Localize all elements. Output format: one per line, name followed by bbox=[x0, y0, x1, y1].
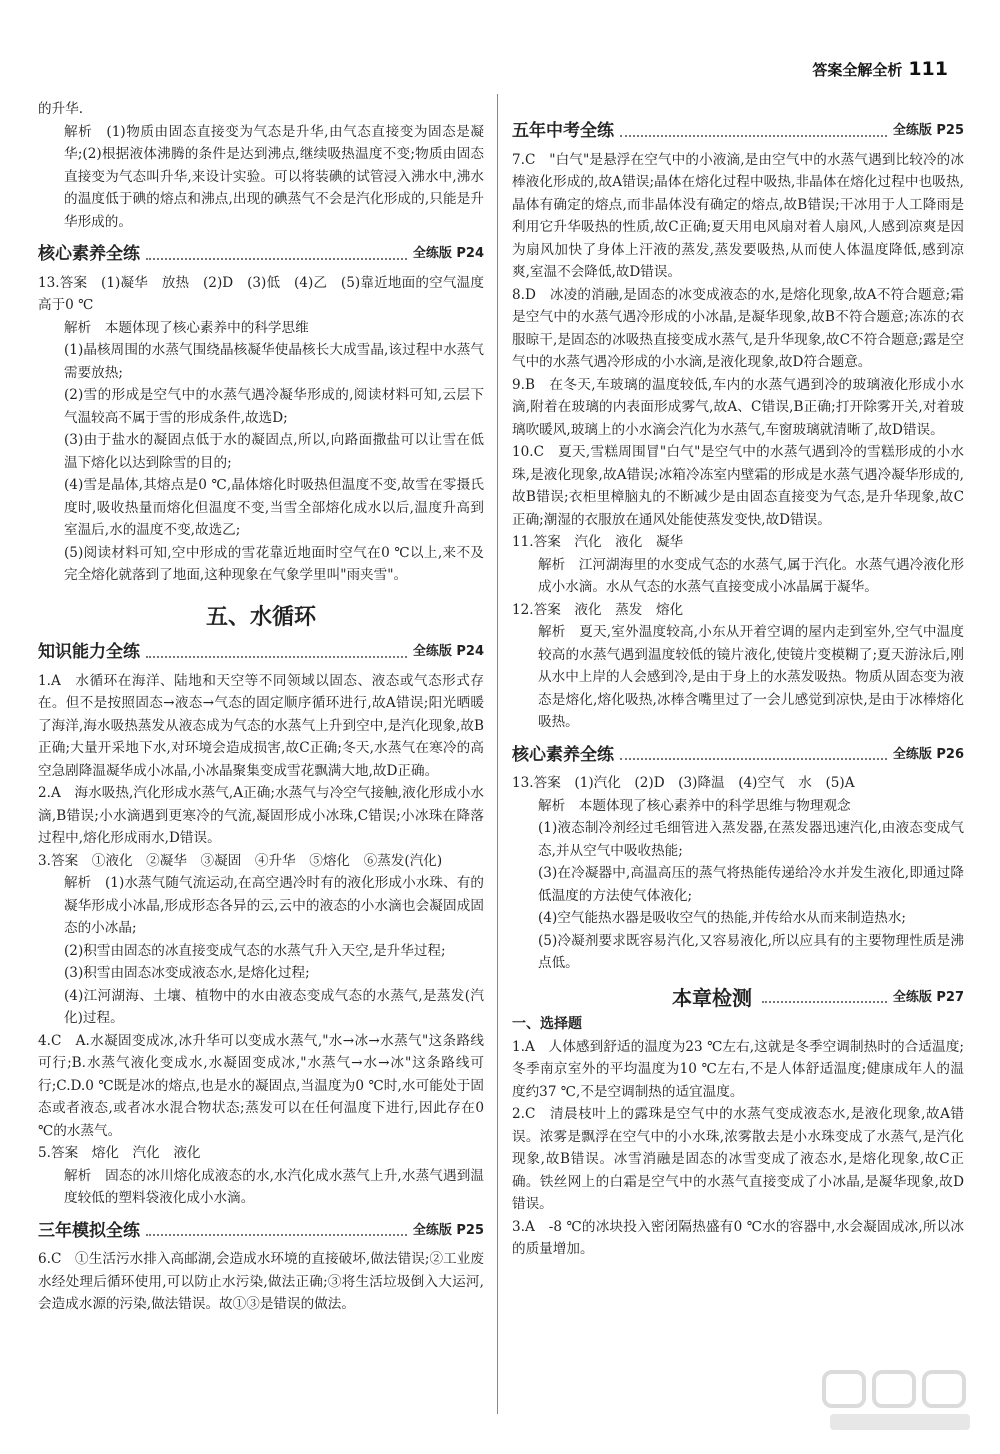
page-number: 111 bbox=[908, 58, 948, 80]
answer: 4.C A.水凝固变成冰,冰升华可以变成水蒸气,"水→冰→水蒸气"这条路线可行;B.水蒸气液化变成水,水凝固变成冰,"水蒸气→水→冰"这条路线可行;C.D.0 ℃既是冰的熔点,也是水的凝固点,当温度为0 ℃时,水可能处于固态或者液态,或者冰水混合物状态;蒸发可以在任何温度下进行,因此存在0 ℃的水蒸气。 bbox=[38, 1032, 484, 1139]
section-title: 本章检测 bbox=[672, 985, 752, 1010]
chapter-title: 五、水循环 bbox=[205, 604, 316, 630]
page-header bbox=[812, 58, 948, 82]
dotted-leader bbox=[146, 258, 407, 260]
watermark-logo-icon bbox=[820, 1366, 980, 1436]
answer: 9.B 在冬天,车玻璃的温度较低,车内的水蒸气遇到冷的玻璃液化形成小水滴,附着在玻璃的内表面形成雾气,故A、C错误,B正确;打开除雾开关,对着玻璃吹暖风,玻璃上的小水滴会汽化为水蒸气,车窗玻璃就清晰了,故D错误。 bbox=[512, 376, 964, 438]
analysis: (5)冷凝剂要求既容易汽化,又容易液化,所以应具有的主要物理性质是沸点低。 bbox=[538, 932, 964, 971]
analysis: (4)空气能热水器是吸收空气的热能,并传给水从而来制造热水; bbox=[538, 910, 906, 926]
analysis: (2)雪的形成是空气中的水蒸气遇冷凝华形成的,阅读材料可知,云层下气温较高不属于雪的形成条件,故选D; bbox=[64, 387, 484, 426]
right-column bbox=[512, 120, 964, 1261]
text-line: 的升华. bbox=[38, 101, 84, 117]
analysis: 解析 (1)水蒸气随气流运动,在高空遇冷时有的液化形成小水珠、有的凝华形成小冰晶,形成形态各异的云,云中的液态的小水滴也会凝固成固态的小冰晶; bbox=[64, 875, 484, 936]
section-heading bbox=[38, 641, 484, 664]
section-title: 核心素养全练 bbox=[38, 244, 140, 264]
analysis: (3)积雪由固态冰变成液态水,是熔化过程; bbox=[64, 965, 310, 981]
answer: 13.答案 (1)汽化 (2)D (3)降温 (4)空气 水 (5)A bbox=[512, 775, 855, 791]
section-heading bbox=[512, 987, 964, 1010]
answer: 2.C 清晨枝叶上的露珠是空气中的水蒸气变成液态水,是液化现象,故A错误。浓雾是飘浮在空气中的小水珠,浓雾散去是小水珠变成了水蒸气,是汽化现象,故B错误。冰雪消融是固态的冰雪变成了液态水,是熔化现象,故C正确。铁丝网上的白霜是空气中的水蒸气直接变成了小冰晶,是凝华现象,故D错误。 bbox=[512, 1106, 964, 1212]
answer: 10.C 夏天,雪糕周围冒"白气"是空气中的水蒸气遇到冷的雪糕形成的小水珠,是液化现象,故A错误;冰箱冷冻室内壁霜的形成是水蒸气遇冷凝华形成的,故B错误;衣柜里樟脑丸的不断减少是由固态直接变为气态,是升华现象,故C正确;潮湿的衣服放在通风处能使蒸发变快,故D错误。 bbox=[512, 444, 964, 528]
answer: 5.答案 熔化 汽化 液化 bbox=[38, 1145, 201, 1161]
answer: 11.答案 汽化 液化 凝华 bbox=[512, 534, 684, 550]
section-edition: 全练版 P25 bbox=[412, 1222, 484, 1238]
column-divider bbox=[497, 94, 498, 1414]
answer: 3.A -8 ℃的冰块投入密闭隔热盛有0 ℃水的容器中,水会凝固成冰,所以冰的质量增加。 bbox=[512, 1218, 964, 1257]
section-heading bbox=[38, 1220, 484, 1243]
analysis: (1)晶核周围的水蒸气围绕晶核凝华使晶核长大成雪晶,该过程中水蒸气需要放热; bbox=[64, 342, 484, 381]
analysis: 解析 本题体现了核心素养中的科学思维 bbox=[64, 319, 309, 336]
analysis: (4)雪是晶体,其熔点是0 ℃,晶体熔化时吸热但温度不变,故雪在零摄氏度时,吸收热量而熔化但温度不变,当雪全部熔化成水以后,温度升高到室温后,水的温度不变,故选乙; bbox=[64, 477, 484, 538]
analysis: 解析 固态的冰川熔化成液态的水,水汽化成水蒸气上升,水蒸气遇到温度较低的塑料袋液化成小水滴。 bbox=[64, 1167, 484, 1206]
section-heading bbox=[512, 744, 964, 767]
analysis: (3)在冷凝器中,高温高压的蒸气将热能传递给冷水并发生液化,即通过降低温度的方法使气体液化; bbox=[538, 865, 964, 904]
analysis: (1)液态制冷剂经过毛细管进入蒸发器,在蒸发器迅速汽化,由液态变成气态,并从空气中吸收热能; bbox=[538, 820, 964, 859]
left-column bbox=[38, 98, 484, 1316]
analysis: (4)江河湖海、土壤、植物中的水由液态变成气态的水蒸气,是蒸发(汽化)过程。 bbox=[64, 987, 484, 1026]
analysis: (2)积雪由固态的冰直接变成气态的水蒸气升入天空,是升华过程; bbox=[64, 942, 446, 959]
dotted-leader bbox=[762, 1001, 887, 1003]
dotted-leader bbox=[146, 1234, 407, 1236]
section-title: 三年模拟全练 bbox=[38, 1220, 140, 1241]
answer: 1.A 人体感到舒适的温度为23 ℃左右,这就是冬季空调制热时的合适温度;冬季南京室外的平均温度为10 ℃左右,不是人体舒适温度;健康成年人的温度约37 ℃,不是空调制热的适宜温度。 bbox=[512, 1038, 964, 1100]
section-title: 核心素养全练 bbox=[512, 744, 614, 765]
section-edition: 全练版 P24 bbox=[412, 644, 484, 659]
analysis: (3)由于盐水的凝固点低于水的凝固点,所以,向路面撒盐可以让雪在低温下熔化以达到除雪的目的; bbox=[64, 432, 484, 471]
analysis: 解析 江河湖海里的水变成气态的水蒸气,属于汽化。水蒸气遇冷液化形成小水滴。水从气态的水蒸气直接变成小冰晶属于凝华。 bbox=[538, 556, 964, 595]
answer: 13.答案 (1)凝华 放热 (2)D (3)低 (4)乙 (5)靠近地面的空气温度高于0 ℃ bbox=[38, 274, 484, 313]
section-heading bbox=[512, 120, 964, 143]
subsection-title: 一、选择题 bbox=[512, 1016, 582, 1032]
section-heading bbox=[38, 243, 484, 266]
answer: 7.C "白气"是悬浮在空气中的小液滴,是由空气中的水蒸气遇到比较冷的冰棒液化形成的,故A错误;晶体在熔化过程中吸热,非晶体在熔化过程中也吸热,晶体有确定的熔点,而非晶体没有确定的熔点,故B错误;干冰用于人工降雨是利用它升华吸热的性质,故C正确;夏天用电风扇对着人扇风,人感到凉爽是因为扇风加快了身体上汗液的蒸发,蒸发要吸热,从而使人体温度降低,感到凉爽,室温不会降低,故D错误。 bbox=[512, 151, 964, 280]
answer: 3.答案 ①液化 ②凝华 ③凝固 ④升华 ⑤熔化 ⑥蒸发(汽化) bbox=[38, 852, 443, 869]
answer: 6.C ①生活污水排入高邮湖,会造成水环境的直接破坏,做法错误;②工业废水经处理后循环使用,可以防止水污染,做法正确;③将生活垃圾倒入大运河,会造成水源的污染,做法错误。故①③是错误的做法。 bbox=[38, 1251, 484, 1312]
dotted-leader bbox=[146, 656, 407, 658]
analysis: 解析 本题体现了核心素养中的科学思维与物理观念 bbox=[538, 797, 851, 814]
section-edition: 全练版 P25 bbox=[892, 123, 964, 138]
section-edition: 全练版 P24 bbox=[412, 246, 484, 261]
analysis: 解析 (1)物质由固态直接变为气态是升华,由气态直接变为固态是凝华;(2)根据液体沸腾的条件是达到沸点,继续吸热温度不变;物质由固态直接变为气态叫升华,来设计实验。可以将装碘的试管浸入沸水中,沸水的温度低于碘的熔点和沸点,出现的碘蒸气不会是汽化形成的,只能是升华形成的。 bbox=[64, 123, 484, 230]
analysis: (5)阅读材料可知,空中形成的雪花靠近地面时空气在0 ℃以上,来不及完全熔化就落到了地面,这种现象在气象学里叫"雨夹雪"。 bbox=[64, 544, 484, 583]
answer: 1.A 水循环在海洋、陆地和天空等不同领域以固态、液态或气态形式存在。但不是按照固态→液态→气态的固定顺序循环进行,故A错误;阳光晒暖了海洋,海水吸热蒸发从液态成为气态的水蒸气上升到空中,是汽化现象,故B正确;大量开采地下水,对环境会造成损害,故C正确;冬天,水蒸气在寒冷的高空急剧降温凝华成小冰晶,小冰晶聚集变成雪花飘满大地,故D正确。 bbox=[38, 672, 484, 779]
answer: 12.答案 液化 蒸发 熔化 bbox=[512, 601, 684, 618]
analysis: 解析 夏天,室外温度较高,小东从开着空调的屋内走到室外,空气中温度较高的水蒸气遇到温度较低的镜片液化,使镜片变模糊了;夏天游泳后,刚从水中上岸的人会感到冷,是由于身上的水蒸发吸热。物质从固态变为液态是熔化,熔化吸热,冰棒含嘴里过了一会儿感觉到凉快,是由于冰棒熔化吸热。 bbox=[538, 624, 964, 730]
answer: 2.A 海水吸热,汽化形成水蒸气,A正确;水蒸气与冷空气接触,液化形成小水滴,B错误;小水滴遇到更寒冷的气流,凝固形成小冰珠,C错误;小冰珠在降落过程中,熔化形成雨水,D错误。 bbox=[38, 785, 484, 846]
dotted-leader bbox=[620, 135, 887, 137]
answer: 8.D 冰凌的消融,是固态的冰变成液态的水,是熔化现象,故A不符合题意;霜是空气中的水蒸气遇冷形成的小冰晶,是凝华现象,故B不符合题意;冻冻的衣服晾干,是固态的冰吸热直接变成水蒸气,是升华现象,故C不符合题意;露是空气中的水蒸气遇冷形成的小水滴,是液化现象,故D符合题意。 bbox=[512, 286, 964, 370]
section-title: 五年中考全练 bbox=[512, 121, 614, 141]
section-title: 知识能力全练 bbox=[38, 642, 140, 662]
dotted-leader bbox=[620, 758, 887, 760]
header-title: 答案全解全析 bbox=[812, 61, 903, 79]
section-edition: 全练版 P26 bbox=[892, 746, 964, 762]
section-edition: 全练版 P27 bbox=[892, 989, 964, 1005]
